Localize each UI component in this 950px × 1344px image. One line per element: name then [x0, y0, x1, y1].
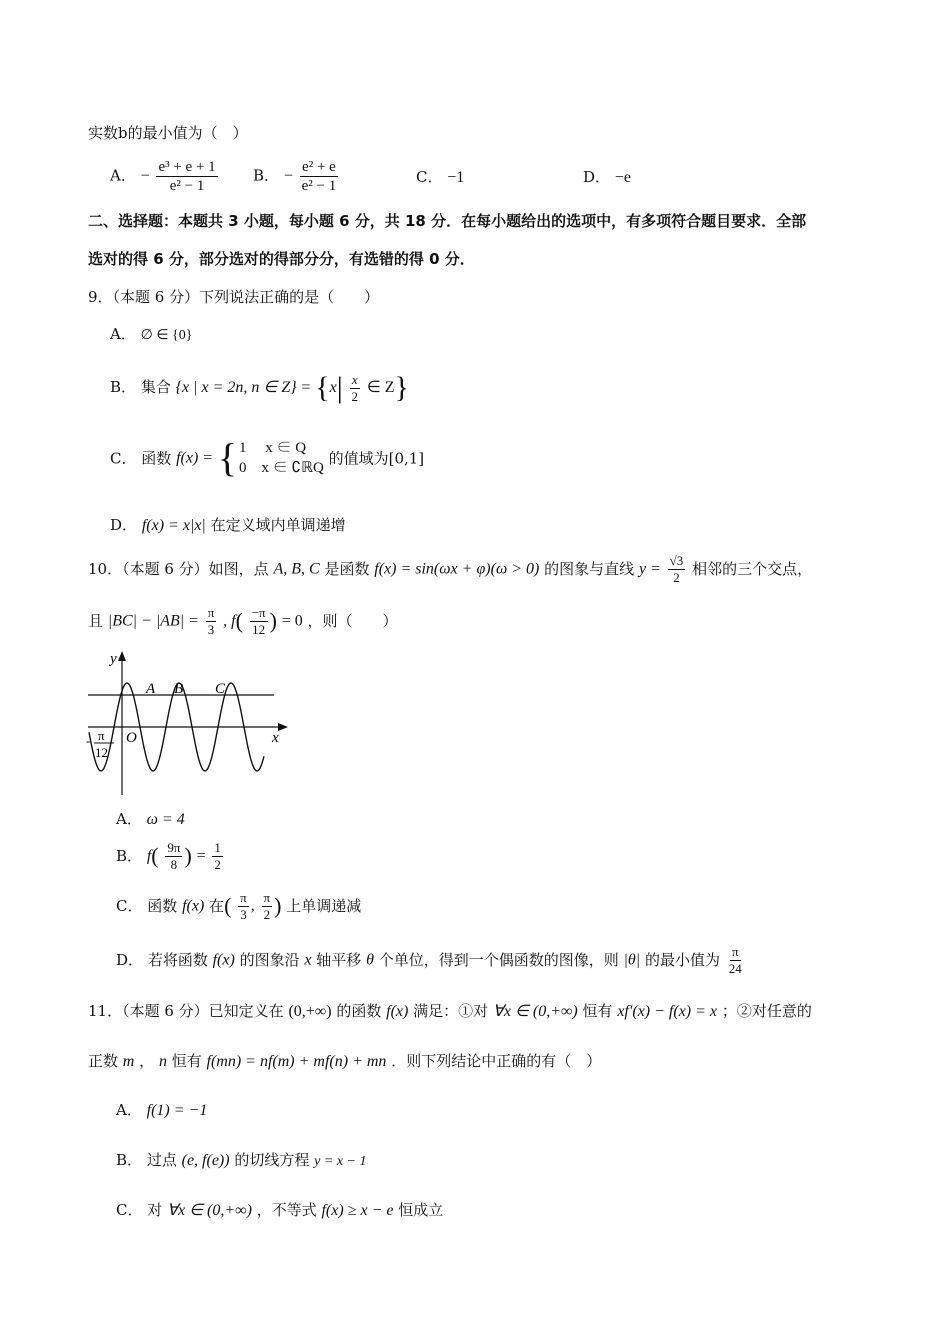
point-b-label: B — [174, 681, 184, 697]
point-a-label: A — [146, 681, 156, 697]
q10-sqrt3-over-2: $\frac{√3}{2}$ — [669, 553, 684, 585]
q10-stem-line2: 且 |BC| − |AB| = $\frac{\pi}{3}$ , f( $\frac{-\pi}{12}$ ) = 0 ，则（ ） — [88, 605, 398, 637]
q10-stem-line1: 10．（本题 6 分）如图，点 A, B, C 是函数 f(x) = sin(ωx + φ)(ω > 0) 的图象与直线 y = $\frac{√3}{2}$ 相邻的三个交点， — [88, 553, 813, 585]
q8-option-c[interactable]: C． −1 — [416, 168, 465, 186]
q10-option-d[interactable]: D． 若将函数 f(x) 的图象沿 x 轴平移 θ 个单位，得到一个偶函数的图像，则 |θ| 的最小值为 $\frac{\pi}{24}$ — [116, 944, 742, 976]
q9-c-piecewise: { 1 x ∈ Q 0 x ∈ ∁ℝQ — [217, 435, 324, 481]
q10-option-a[interactable]: A． ω = 4 — [116, 810, 185, 828]
pi-label: π — [98, 728, 105, 743]
twelve-label: 12 — [95, 745, 108, 760]
q10-sine-figure — [84, 645, 294, 805]
q9-option-b[interactable]: B． 集合 {x | x = 2n, n ∈ Z} = {x| $\frac{x}{2}$ ∈ Z} — [110, 371, 409, 404]
origin-label: O — [126, 730, 137, 746]
q11-option-b[interactable]: B． 过点 (e, f(e)) 的切线方程 y = x − 1 — [116, 1151, 367, 1169]
q8-b-fraction: $\frac{\text{e² + e}}{\text{e² − 1}}$ — [301, 159, 337, 194]
q9-option-a[interactable]: A． ∅ ∈ {0} — [110, 325, 193, 343]
q11-stem-line2: 正数 m ， n 恒有 f(mn) = nf(m) + mf(n) + mn ．则下列结论中正确的有（ ） — [88, 1052, 602, 1070]
q9-stem: 9．（本题 6 分）下列说法正确的是（ ） — [88, 288, 380, 306]
section-header-line2: 选对的得 6 分，部分选对的得部分分，有选错的得 0 分． — [88, 250, 475, 268]
q11-stem-line1: 11．（本题 6 分）已知定义在 (0,+∞) 的函数 f(x) 满足：①对 ∀x ∈ (0,+∞) 恒有 xf′(x) − f(x) = x ；②对任意的 — [88, 1002, 812, 1020]
point-c-label: C — [215, 681, 226, 697]
neg-sign-label: - — [86, 733, 91, 748]
x-axis-arrow-icon — [278, 723, 288, 731]
y-axis-label: y — [110, 651, 117, 667]
q11-option-c[interactable]: C． 对 ∀x ∈ (0,+∞) ，不等式 f(x) ≥ x − e 恒成立 — [116, 1201, 444, 1219]
q8-stem: 实数b的最小值为（ ） — [88, 124, 248, 142]
y-axis-arrow-icon — [118, 651, 126, 661]
x-axis-label: x — [272, 730, 279, 746]
q8-option-a[interactable]: A． − $\frac{\text{e³ + e + 1}}{\text{e² − 1}}$ — [110, 159, 216, 194]
q8-option-b[interactable]: B． − $\frac{\text{e² + e}}{\text{e² − 1}}$ — [253, 159, 337, 194]
q9-option-d[interactable]: D． f(x) = x|x| 在定义域内单调递增 — [110, 516, 346, 534]
q11-option-a[interactable]: A． f(1) = −1 — [116, 1101, 208, 1119]
q9-option-c[interactable]: C． 函数 f(x) = { 1 x ∈ Q 0 x ∈ ∁ℝQ 的值域为[0,1] — [110, 435, 425, 481]
q9-b-fraction: $\frac{x}{2}$ — [351, 371, 359, 404]
q10-option-c[interactable]: C． 函数 f(x) 在( $\frac{\pi}{3}$ , $\frac{\pi}{2}$ ) 上单调递减 — [116, 890, 362, 922]
q8-a-fraction: $\frac{\text{e³ + e + 1}}{\text{e² − 1}}$ — [158, 159, 216, 194]
q10-option-b[interactable]: B． f( $\frac{9\pi}{8}$ ) = $\frac{1}{2}$ — [116, 840, 221, 872]
q8-option-d[interactable]: D． −e — [583, 168, 631, 186]
section-header-line1: 二、选择题：本题共 3 小题，每小题 6 分，共 18 分．在每小题给出的选项中，有多项符合题目要求．全部 — [88, 212, 807, 230]
